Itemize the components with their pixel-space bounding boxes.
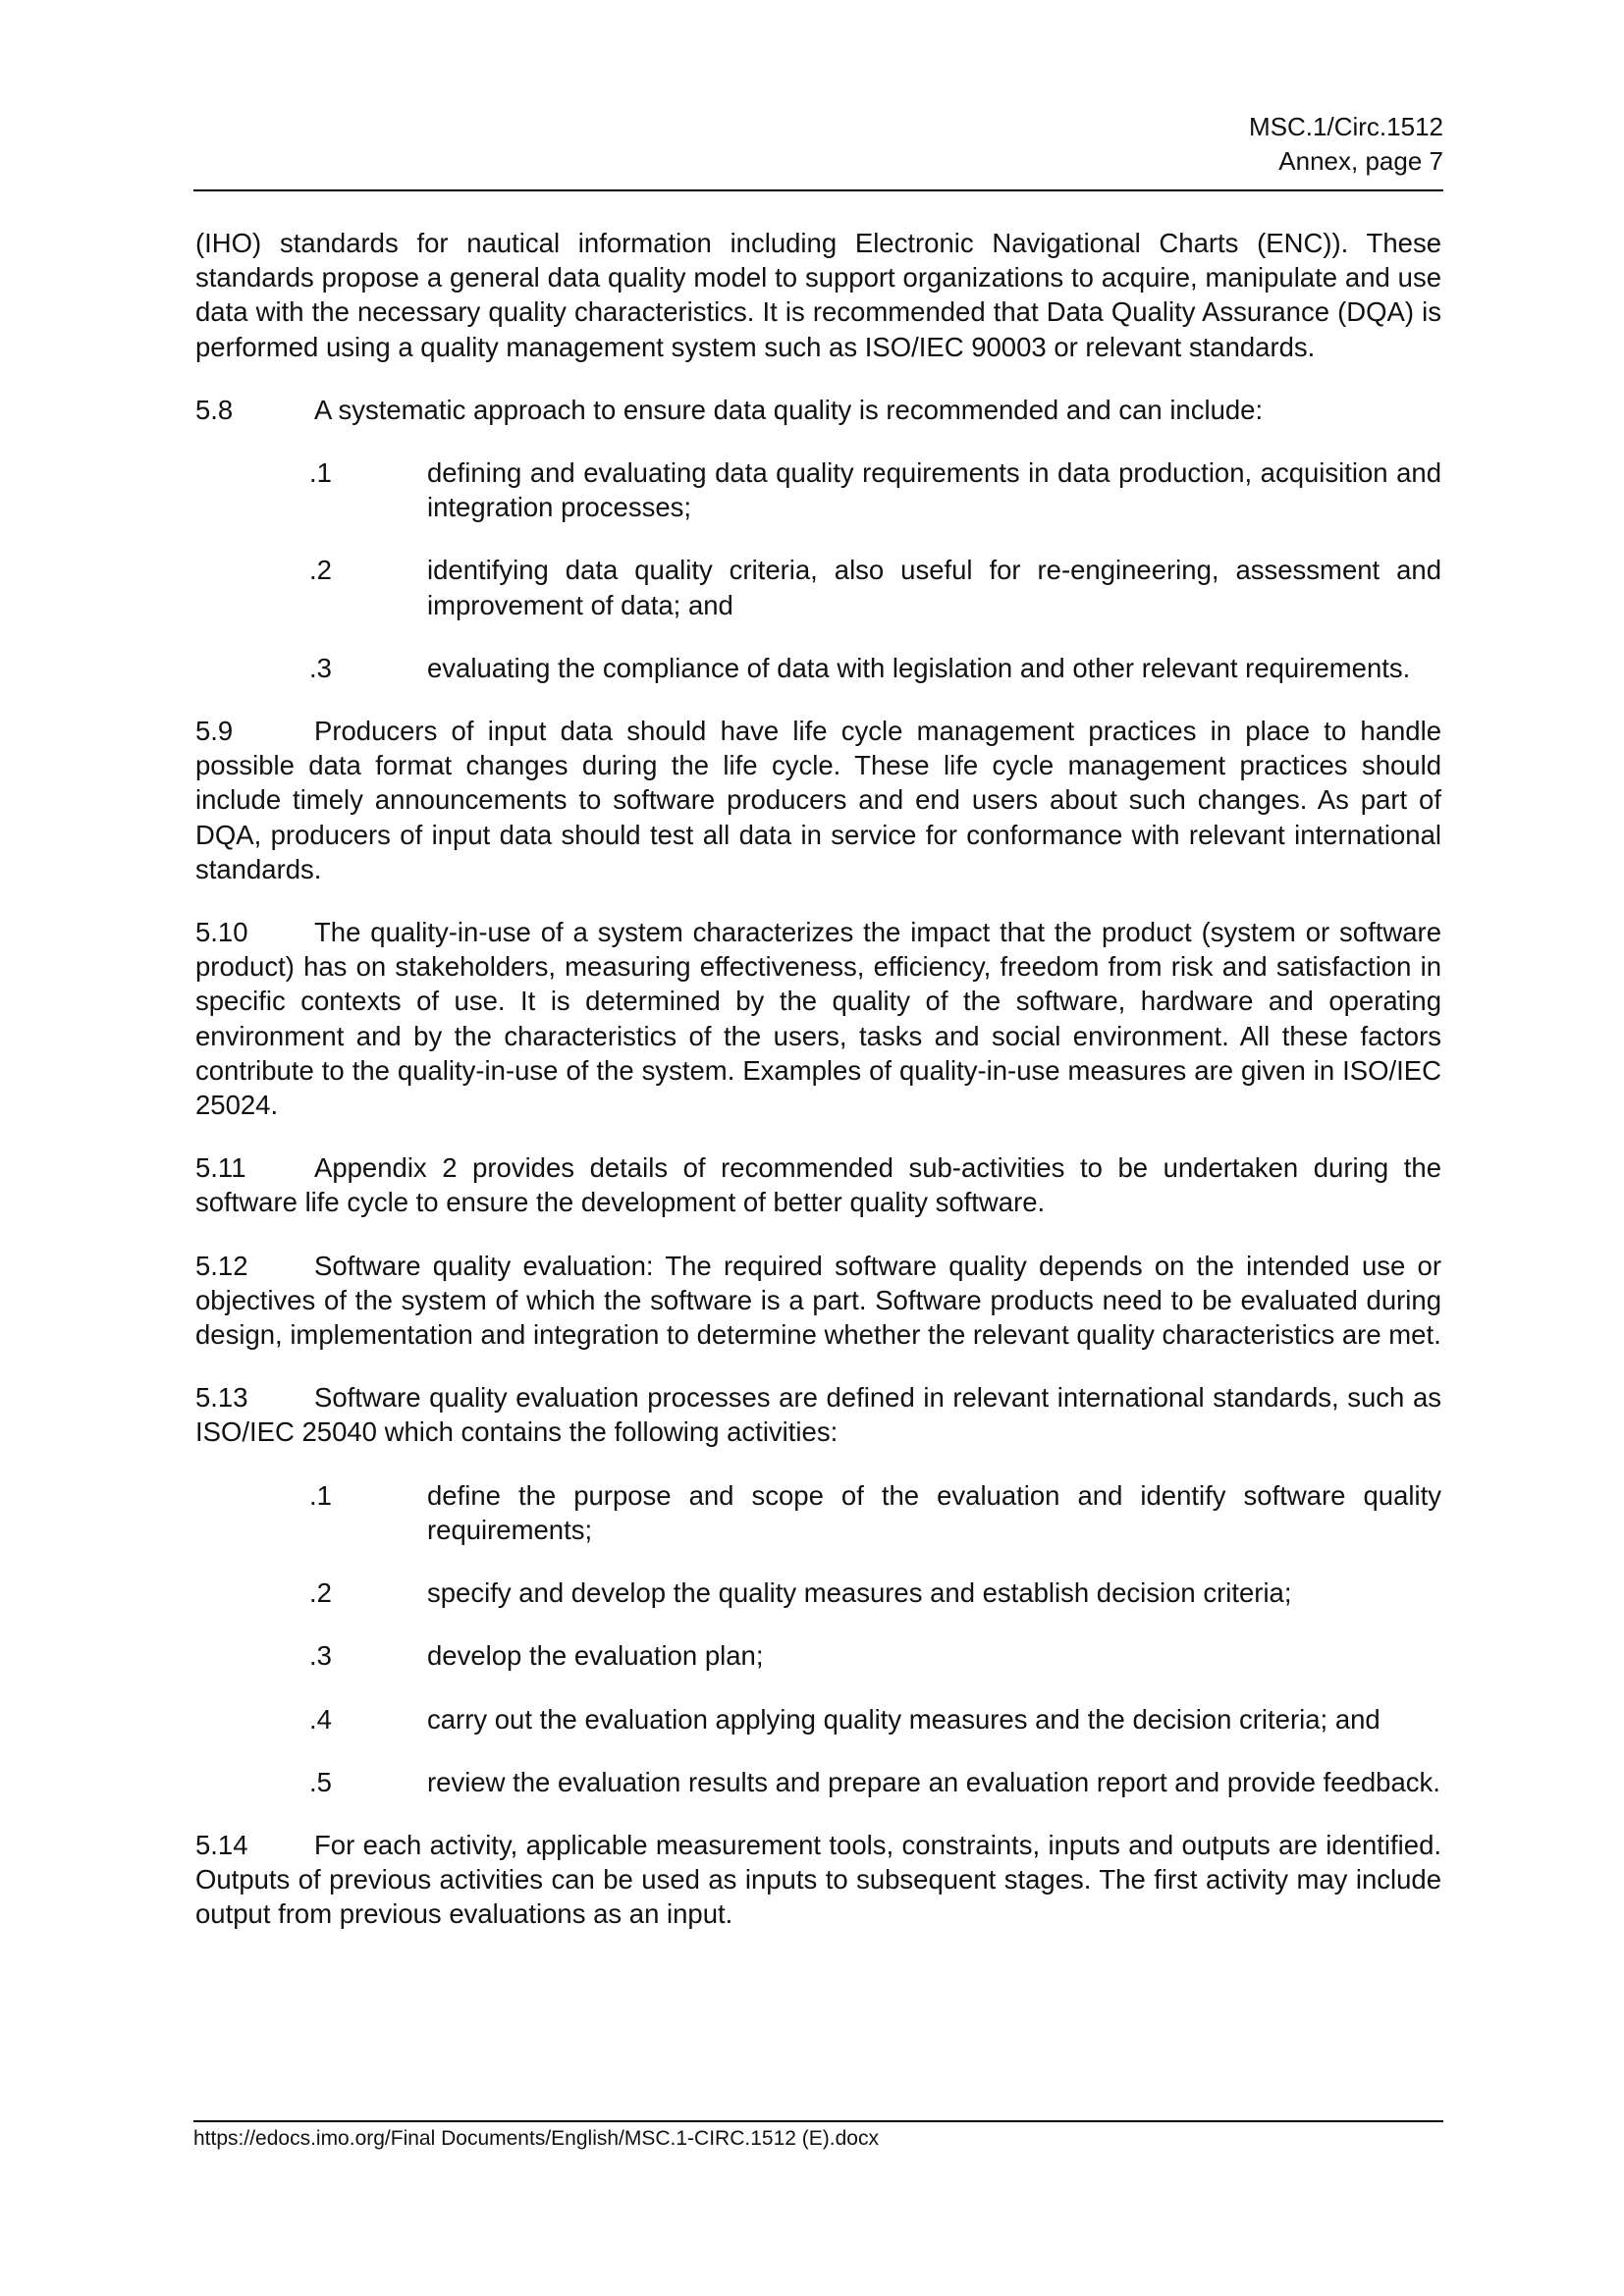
paragraph-text: Appendix 2 provides details of recommended sub-activities to be undertaken during the software life cycle to ensure the development of better quality software. <box>195 1152 1441 1218</box>
list-5-8 <box>195 455 1441 685</box>
paragraph-number: 5.10 <box>195 917 248 948</box>
paragraph-number: 5.9 <box>195 716 234 747</box>
list-item <box>195 1478 1441 1547</box>
paragraph-text: Software quality evaluation: The required software quality depends on the intended use or objectives of the system of which the software is a part. Software products need to be evaluated during design, implementation and integration to determine whether the relevant quality characteristics are met. <box>195 1250 1441 1351</box>
footer-divider <box>193 2120 1443 2122</box>
paragraph-text: Producers of input data should have life cycle management practices in place to handle possible data format changes during the life cycle. These life cycle management practices should include timely announcements to software producers and end users about such changes. As part of DQA, producers of input data should test all data in service for conformance with relevant international standards. <box>195 716 1441 884</box>
list-item-text: develop the evaluation plan; <box>427 1640 764 1672</box>
paragraph-number: 5.14 <box>195 1829 248 1860</box>
header-divider <box>193 189 1443 191</box>
list-item-text: evaluating the compliance of data with legislation and other relevant requirements. <box>427 652 1411 683</box>
list-item-number: .5 <box>309 1766 332 1797</box>
list-item-number: .2 <box>309 1577 332 1609</box>
list-item <box>195 1575 1441 1610</box>
document-body <box>195 226 1441 1960</box>
page-header <box>193 110 1443 179</box>
paragraph-text: Software quality evaluation processes are defined in relevant international standards, such as ISO/IEC 25040 which contains the following activities: <box>195 1382 1441 1448</box>
document-reference: MSC.1/Circ.1512 <box>1249 112 1443 141</box>
list-item-text: review the evaluation results and prepare an evaluation report and provide feedback. <box>427 1766 1440 1797</box>
list-item <box>195 455 1441 524</box>
list-item-number: .3 <box>309 1640 332 1672</box>
list-item-text: specify and develop the quality measures and establish decision criteria; <box>427 1577 1292 1609</box>
list-item <box>195 553 1441 621</box>
paragraph-number: 5.8 <box>195 394 234 425</box>
paragraph-number: 5.12 <box>195 1250 248 1281</box>
list-item-number: .3 <box>309 652 332 683</box>
paragraph-5-9 <box>195 714 1441 886</box>
list-item-number: .2 <box>309 555 332 586</box>
paragraph-number: 5.13 <box>195 1382 248 1414</box>
list-item-number: .1 <box>309 457 332 489</box>
footer-file-path: https://edocs.imo.org/Final Documents/English/MSC.1-CIRC.1512 (E).docx <box>193 2127 879 2150</box>
page-reference: Annex, page 7 <box>1278 146 1443 176</box>
paragraph-5-14 <box>195 1828 1441 1932</box>
list-item-text: carry out the evaluation applying quality measures and the decision criteria; and <box>427 1703 1380 1735</box>
list-item <box>195 1638 1441 1673</box>
paragraph-text: For each activity, applicable measurement tools, constraints, inputs and outputs are identified. Outputs of previous activities can be used as inputs to subsequent stages. The first activity may include output from previous evaluations as an input. <box>195 1829 1441 1930</box>
list-item-number: .4 <box>309 1703 332 1735</box>
list-item-number: .1 <box>309 1479 332 1511</box>
list-item <box>195 651 1441 685</box>
list-item-text: defining and evaluating data quality requirements in data production, acquisition and integration processes; <box>427 457 1441 523</box>
paragraph-text: A systematic approach to ensure data quality is recommended and can include: <box>314 394 1264 425</box>
paragraph-5-10 <box>195 915 1441 1122</box>
paragraph-number: 5.11 <box>195 1152 246 1184</box>
paragraph-5-11 <box>195 1150 1441 1219</box>
list-item <box>195 1765 1441 1799</box>
paragraph-5-8 <box>195 393 1441 427</box>
intro-paragraph: (IHO) standards for nautical information including Electronic Navigational Charts (ENC)). These standards propose a general data quality model to support organizations to acquire, manipulate and use data with the necessary quality characteristics. It is recommended that Data Quality Assurance (DQA) is performed using a quality management system such as ISO/IEC 90003 or relevant standards. <box>195 228 1441 362</box>
paragraph-text: The quality-in-use of a system characterizes the impact that the product (system or software product) has on stakeholders, measuring effectiveness, efficiency, freedom from risk and satisfaction in specific contexts of use. It is determined by the quality of the software, hardware and operating environment and by the characteristics of the users, tasks and social environment. All these factors contribute to the quality-in-use of the system. Examples of quality-in-use measures are given in ISO/IEC 25024. <box>195 917 1441 1121</box>
list-item <box>195 1702 1441 1736</box>
list-5-13 <box>195 1478 1441 1799</box>
paragraph-5-12 <box>195 1249 1441 1353</box>
list-item-text: define the purpose and scope of the evaluation and identify software quality requirements; <box>427 1479 1441 1545</box>
paragraph-5-13 <box>195 1380 1441 1449</box>
list-item-text: identifying data quality criteria, also useful for re-engineering, assessment and improvement of data; and <box>427 555 1441 620</box>
